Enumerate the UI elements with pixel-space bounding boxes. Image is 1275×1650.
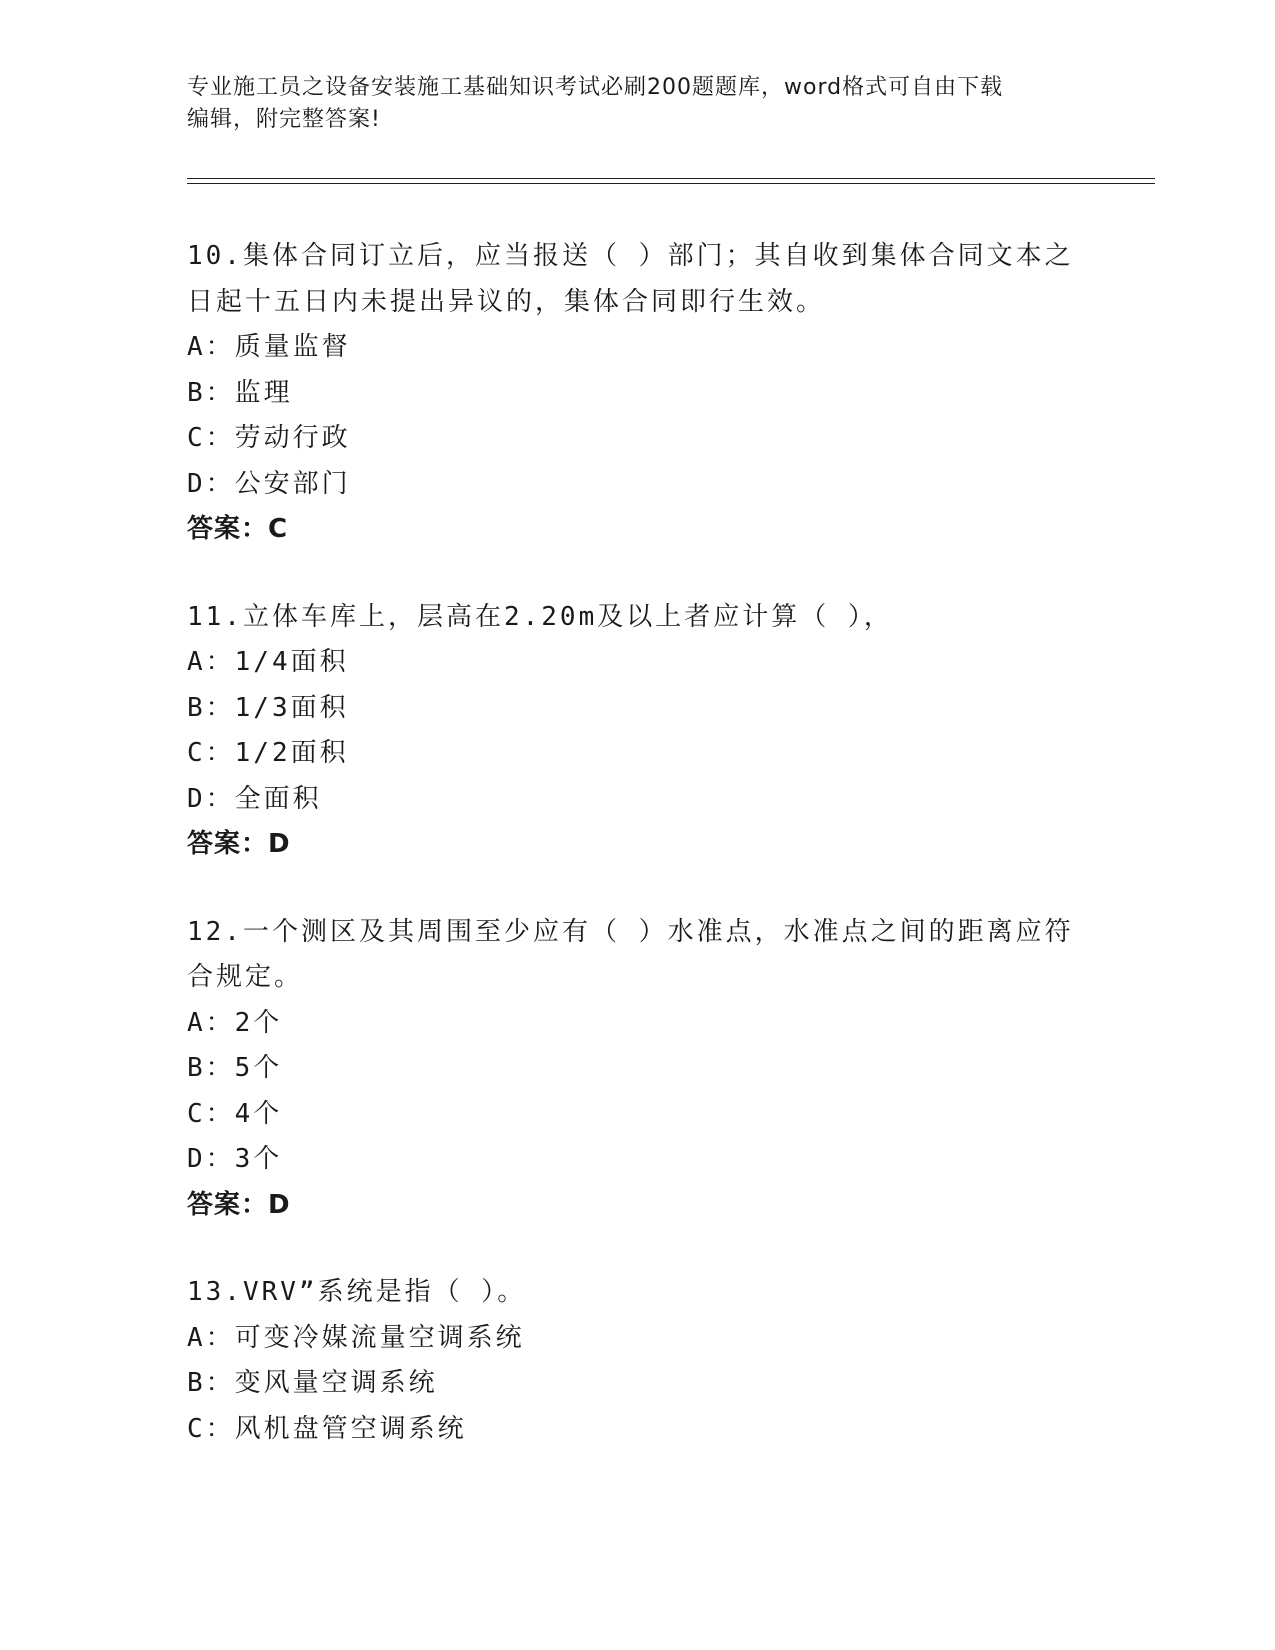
answer-key: 答案：D <box>187 1189 291 1220</box>
option-letter: A： <box>187 1007 235 1038</box>
header-line-1: 专业施工员之设备安装施工基础知识考试必刷200题题库，word格式可自由下载 <box>187 75 1004 100</box>
answer-option <box>187 1137 1087 1183</box>
option-text: 5个 <box>234 1053 283 1083</box>
option-letter: A： <box>187 647 235 677</box>
option-letter: D： <box>187 783 235 814</box>
option-text: 1/2面积 <box>234 738 349 768</box>
option-text: 1/4面积 <box>234 647 349 677</box>
answer-option <box>187 777 1087 823</box>
question-stem-line: 合规定。 <box>187 962 304 992</box>
question-stem-line: 12.一个测区及其周围至少应有（ ）水准点，水准点之间的距离应符 <box>187 916 1074 947</box>
option-text: 质量监督 <box>234 332 351 362</box>
option-letter: B： <box>187 1368 235 1398</box>
option-letter: A： <box>187 332 235 362</box>
header-divider-bottom <box>187 183 1155 184</box>
answer-option <box>187 416 1087 462</box>
answer-option <box>187 1001 1087 1047</box>
option-text: 4个 <box>234 1098 283 1129</box>
question-stem-line: 11.立体车库上，层高在2.20m及以上者应计算（ ）， <box>187 601 893 632</box>
document-header <box>187 72 1087 136</box>
option-letter: C： <box>187 1413 235 1444</box>
option-text: 2个 <box>234 1007 283 1038</box>
option-letter: C： <box>187 738 235 768</box>
answer-option <box>187 1407 1087 1453</box>
answer-key: 答案：C <box>187 514 289 544</box>
question-item <box>187 234 1087 553</box>
option-letter: D： <box>187 1144 235 1174</box>
option-text: 风机盘管空调系统 <box>234 1413 467 1444</box>
option-text: 可变冷媒流量空调系统 <box>234 1322 525 1353</box>
option-letter: C： <box>187 1098 235 1129</box>
answer-option <box>187 325 1087 371</box>
question-item <box>187 1270 1087 1452</box>
question-list <box>187 234 1087 1494</box>
option-letter: A： <box>187 1322 235 1353</box>
option-text: 监理 <box>234 377 293 408</box>
answer-option <box>187 1361 1087 1407</box>
option-letter: B： <box>187 692 235 723</box>
question-stem-line: 日起十五日内未提出异议的，集体合同即行生效。 <box>187 286 826 317</box>
option-text: 劳动行政 <box>234 423 351 453</box>
option-letter: C： <box>187 423 235 453</box>
answer-option <box>187 731 1087 777</box>
header-line-2: 编辑，附完整答案! <box>187 107 381 132</box>
answer-option <box>187 1092 1087 1138</box>
answer-option <box>187 371 1087 417</box>
question-stem-line: 13.VRV”系统是指（ ）。 <box>187 1277 527 1307</box>
question-item <box>187 910 1087 1229</box>
question-item <box>187 595 1087 868</box>
option-text: 公安部门 <box>234 468 351 499</box>
option-letter: B： <box>187 1053 235 1083</box>
answer-option <box>187 1046 1087 1092</box>
option-letter: D： <box>187 468 235 499</box>
answer-option <box>187 462 1087 508</box>
question-stem-line: 10.集体合同订立后，应当报送（ ）部门；其自收到集体合同文本之 <box>187 241 1074 271</box>
option-text: 全面积 <box>234 783 322 814</box>
header-divider-top <box>187 178 1155 179</box>
option-letter: B： <box>187 377 235 408</box>
answer-option <box>187 640 1087 686</box>
option-text: 3个 <box>234 1144 283 1174</box>
answer-option <box>187 686 1087 732</box>
option-text: 变风量空调系统 <box>234 1368 438 1398</box>
answer-option <box>187 1316 1087 1362</box>
answer-key: 答案：D <box>187 829 291 859</box>
option-text: 1/3面积 <box>234 692 349 723</box>
